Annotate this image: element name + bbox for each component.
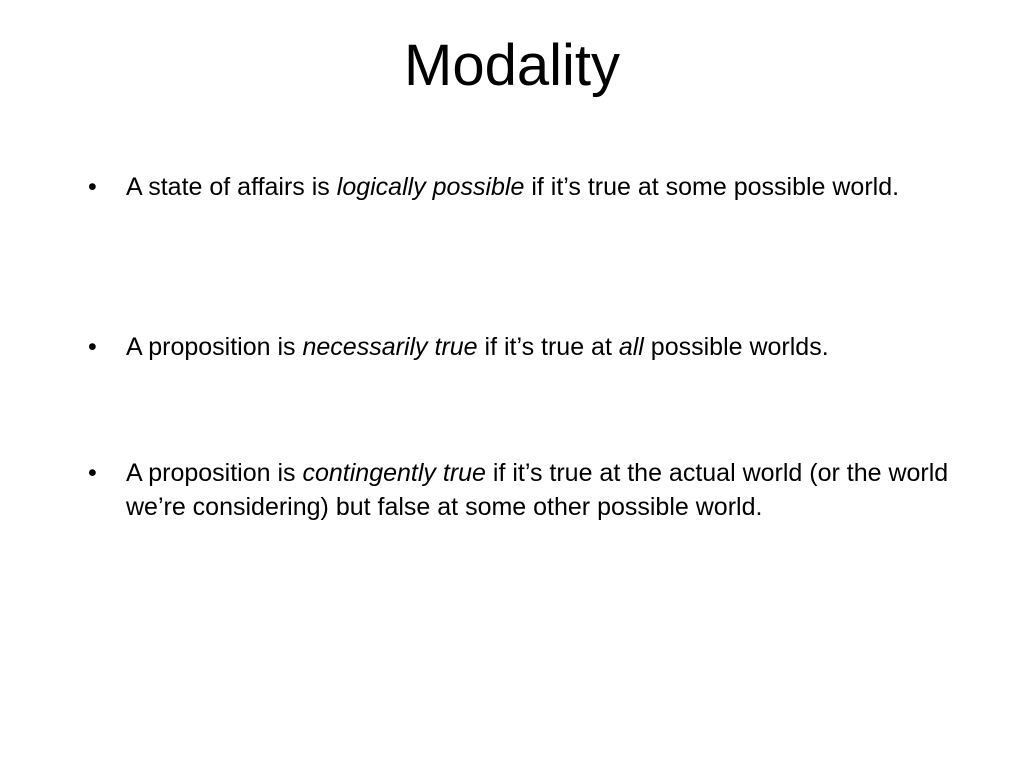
slide-title: Modality: [404, 33, 620, 98]
bullet-text: [126, 173, 899, 201]
text-segment: if it’s true at the actual world (or the world we’re considering) but false at some other possible world.: [126, 459, 949, 521]
bullet-icon: •: [88, 173, 97, 201]
bullet-icon: •: [88, 459, 97, 487]
text-segment: A state of affairs is: [126, 173, 337, 201]
text-segment: if it’s true at: [477, 333, 619, 361]
text-segment: if it’s true at some possible world.: [524, 173, 900, 201]
emphasis-term: necessarily true: [302, 333, 478, 361]
bullet-item-logically-possible: [88, 170, 956, 204]
bullet-item-necessarily-true: [88, 330, 956, 364]
bullet-text: [126, 459, 948, 521]
bullet-icon: •: [88, 333, 97, 361]
bullet-item-contingently-true: [88, 456, 956, 524]
emphasis-term: contingently true: [302, 459, 486, 487]
text-segment: possible worlds.: [643, 333, 829, 361]
text-segment: A proposition is: [126, 459, 303, 487]
emphasis-term: logically possible: [336, 173, 525, 201]
bullet-text: [126, 333, 829, 361]
text-segment: A proposition is: [126, 333, 303, 361]
emphasis-term: all: [618, 333, 644, 361]
